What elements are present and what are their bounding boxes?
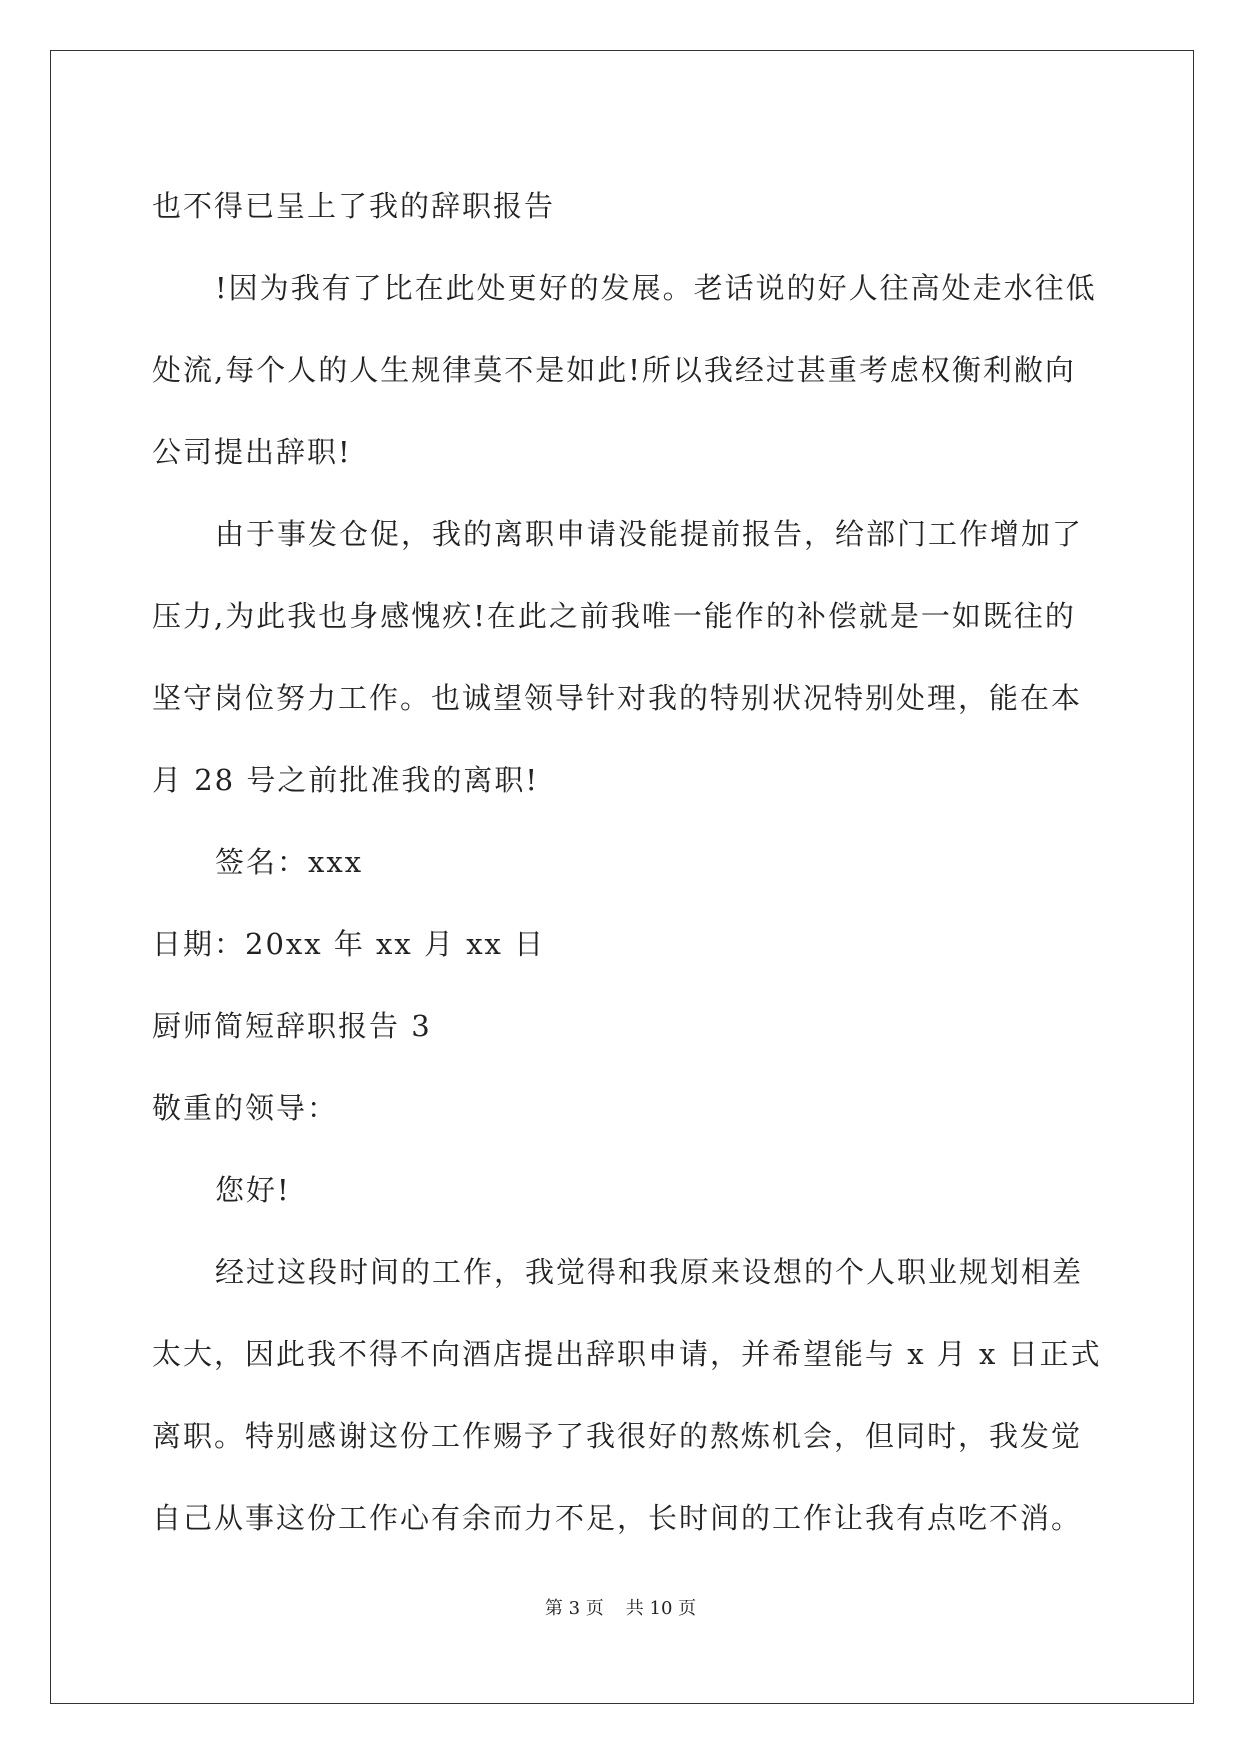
text-line: 离职。特别感谢这份工作赐予了我很好的熬炼机会，但同时，我发觉: [152, 1419, 1083, 1453]
date-line: 日期：20xx 年 xx 月 xx 日: [152, 927, 546, 961]
text-line: 坚守岗位努力工作。也诚望领导针对我的特别状况特别处理，能在本: [152, 681, 1083, 715]
salutation: 敬重的领导：: [152, 1091, 339, 1125]
text-line: 压力,为此我也身感愧疚!在此之前我唯一能作的补偿就是一如既往的: [152, 599, 1076, 633]
text-line: 月 28 号之前批准我的离职!: [152, 763, 539, 797]
page-total: 共 10 页: [625, 1598, 697, 1619]
text-line: 处流,每个人的人生规律莫不是如此!所以我经过甚重考虑权衡利敝向: [152, 353, 1076, 387]
greeting: 您好!: [215, 1173, 291, 1207]
text-line: 也不得已呈上了我的辞职报告: [152, 189, 556, 223]
page-footer: [0, 1594, 1241, 1620]
text-line: 经过这段时间的工作，我觉得和我原来设想的个人职业规划相差: [215, 1255, 1084, 1289]
signature-line: 签名：xxx: [215, 845, 364, 879]
text-line: 由于事发仓促，我的离职申请没能提前报告，给部门工作增加了: [215, 517, 1084, 551]
section-title: 厨师简短辞职报告 3: [152, 1009, 432, 1043]
text-line: 太大，因此我不得不向酒店提出辞职申请，并希望能与 x 月 x 日正式: [152, 1337, 1102, 1371]
text-line: !因为我有了比在此处更好的发展。老话说的好人往高处走水往低: [215, 271, 1097, 305]
text-line: 自己从事这份工作心有余而力不足，长时间的工作让我有点吃不消。: [152, 1501, 1083, 1535]
page-number: 第 3 页: [544, 1598, 604, 1619]
text-line: 公司提出辞职!: [152, 435, 352, 469]
document-body: [152, 165, 1102, 1559]
